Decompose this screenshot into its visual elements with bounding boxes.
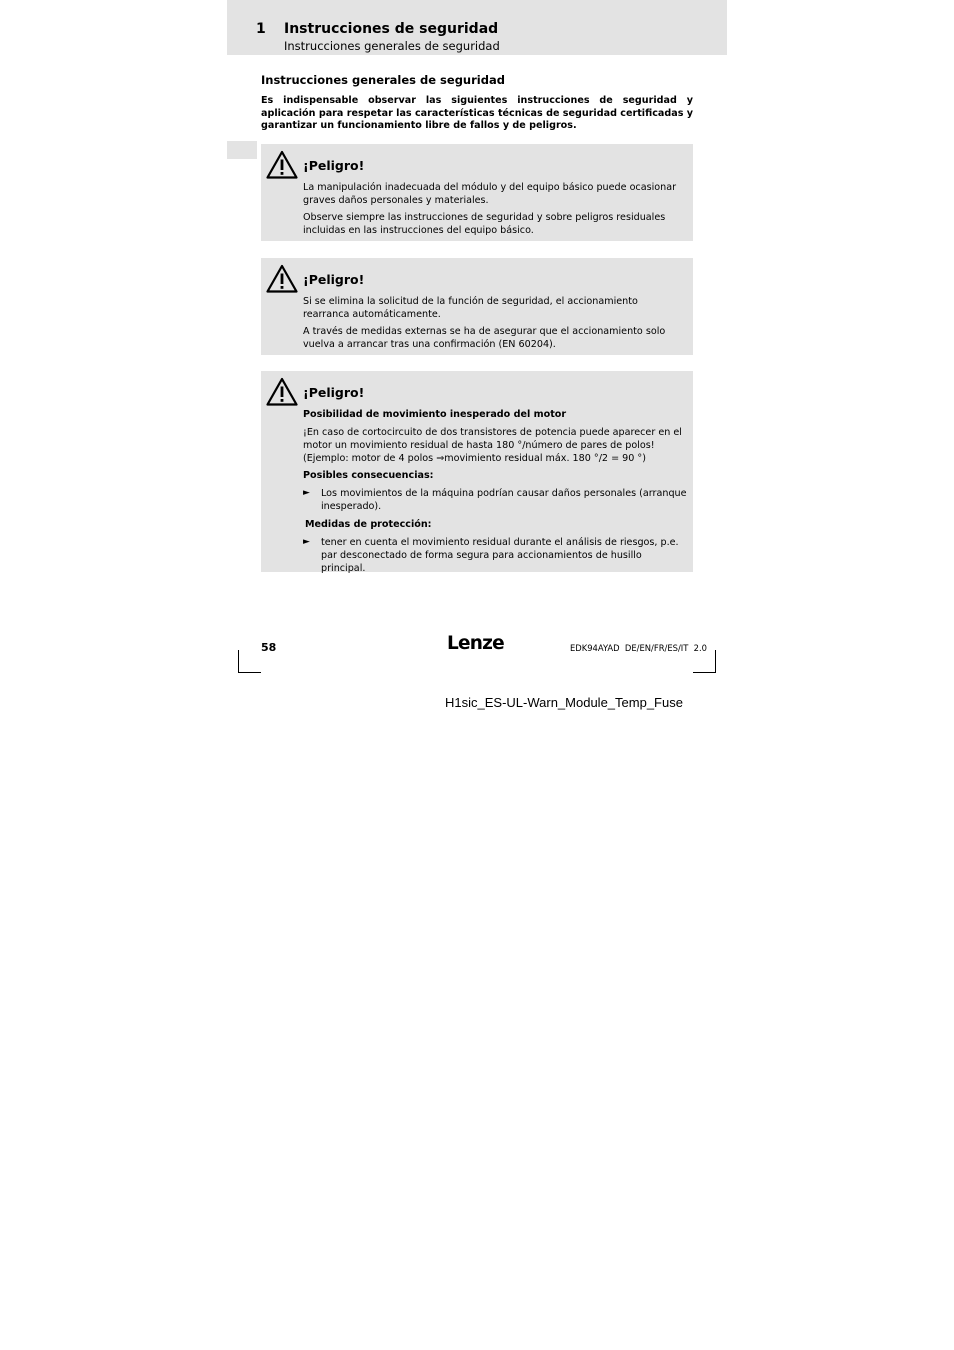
measures-label: Medidas de protección: bbox=[305, 519, 432, 530]
warning-triangle-icon bbox=[266, 377, 298, 406]
warning-body bbox=[303, 181, 687, 241]
warning-paragraph: Si se elimina la solicitud de la función de seguridad, el accionamiento rearranca automáticamente. bbox=[303, 296, 638, 320]
warning-box-2 bbox=[261, 258, 693, 355]
warning-body bbox=[303, 408, 687, 580]
warning-title: ¡Peligro! bbox=[303, 158, 365, 173]
warning-body bbox=[303, 295, 687, 355]
section-heading: Instrucciones generales de seguridad bbox=[261, 73, 505, 87]
crop-mark-right bbox=[693, 650, 716, 673]
warning-paragraph: A través de medidas externas se ha de asegurar que el accionamiento solo vuelva a arrancar tras una confirmación (EN 60204). bbox=[303, 326, 666, 350]
list-item bbox=[303, 487, 687, 513]
warning-box-3 bbox=[261, 371, 693, 572]
warning-paragraph: La manipulación inadecuada del módulo y del equipo básico puede ocasionar graves daños personales y materiales. bbox=[303, 182, 677, 206]
file-name-label: H1sic_ES-UL-Warn_Module_Temp_Fuse bbox=[445, 695, 683, 710]
consequences-label: Posibles consecuencias: bbox=[303, 470, 434, 481]
warning-triangle-icon bbox=[266, 264, 298, 293]
warning-box-1 bbox=[261, 144, 693, 241]
warning-title: ¡Peligro! bbox=[303, 385, 365, 400]
warning-paragraph: Observe siempre las instrucciones de seguridad y sobre peligros residuales incluidas en las instrucciones del equipo básico. bbox=[303, 212, 666, 236]
page-number: 58 bbox=[261, 641, 277, 654]
consequence-text: Los movimientos de la máquina podrían causar daños personales (arranque inesperado). bbox=[321, 488, 687, 512]
chapter-subtitle: Instrucciones generales de seguridad bbox=[284, 39, 500, 53]
document-reference: EDK94AYAD DE/EN/FR/ES/IT 2.0 bbox=[570, 643, 707, 653]
chapter-number: 1 bbox=[256, 21, 266, 37]
intro-paragraph: Es indispensable observar las siguientes instrucciones de seguridad y aplicación para respetar las características técnicas de seguridad certificadas y garantizar un funcionamiento libre de fallos y de peligros. bbox=[261, 95, 693, 132]
chapter-header bbox=[227, 0, 727, 55]
warning-triangle-icon bbox=[266, 150, 298, 179]
warning-paragraph: ¡En caso de cortocircuito de dos transistores de potencia puede aparecer en el motor un movimiento residual de hasta 180 °/número de pares de polos! (Ejemplo: motor de 4 polos ⇒movimiento residual máx. 180 °/2 = 90 °) bbox=[303, 427, 682, 464]
lenze-logo: Lenze bbox=[447, 633, 504, 654]
triangle-right-icon: ► bbox=[303, 537, 310, 547]
side-tab-marker bbox=[227, 141, 257, 159]
warning-subheading: Posibilidad de movimiento inesperado del motor bbox=[303, 409, 567, 420]
crop-mark-left bbox=[238, 650, 261, 673]
list-item bbox=[303, 536, 687, 575]
triangle-right-icon: ► bbox=[303, 488, 310, 498]
measure-text: tener en cuenta el movimiento residual durante el análisis de riesgos, p.e. par desconectado de forma segura para accionamientos de husillo principal. bbox=[321, 537, 679, 574]
chapter-title: Instrucciones de seguridad bbox=[284, 21, 499, 37]
warning-title: ¡Peligro! bbox=[303, 272, 365, 287]
